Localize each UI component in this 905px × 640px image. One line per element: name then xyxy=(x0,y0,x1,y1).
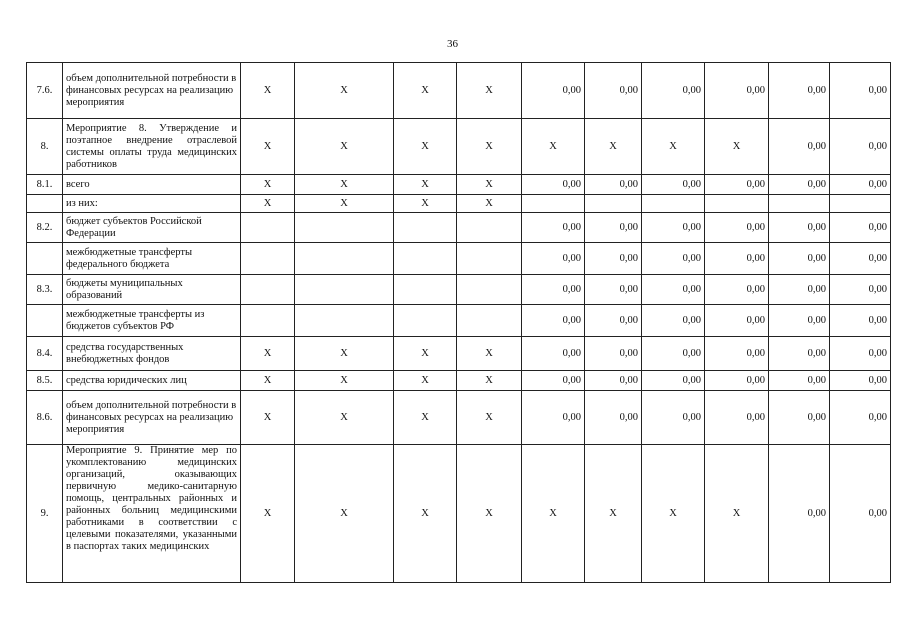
table-cell xyxy=(457,213,522,243)
table-cell: 0,00 xyxy=(585,243,642,275)
table-cell xyxy=(241,243,295,275)
table-cell: X xyxy=(642,445,705,583)
table-row xyxy=(27,305,891,337)
table-cell: 0,00 xyxy=(522,275,585,305)
table-cell: 0,00 xyxy=(830,213,891,243)
table-cell: 0,00 xyxy=(642,391,705,445)
table-cell: 0,00 xyxy=(585,371,642,391)
table-cell xyxy=(769,195,830,213)
page-number: 36 xyxy=(447,38,458,50)
table-cell: 0,00 xyxy=(522,213,585,243)
table-cell: 0,00 xyxy=(522,63,585,119)
table-cell: 0,00 xyxy=(642,175,705,195)
table-cell: 0,00 xyxy=(522,243,585,275)
table-cell: X xyxy=(394,63,457,119)
table-cell: 0,00 xyxy=(642,371,705,391)
table-cell: X xyxy=(394,391,457,445)
table-cell: X xyxy=(522,119,585,175)
table-cell: 0,00 xyxy=(705,243,769,275)
table-cell xyxy=(457,243,522,275)
table-cell: X xyxy=(295,371,394,391)
row-name: Мероприятие 9. Принятие мер по укомплектованию медицинских организаций, оказывающих первичную медико-санитарную помощь, центральных районных и районных больниц медицинскими работниками в соответствии с целевыми показателями, указанными в паспортах таких медицинских xyxy=(63,445,241,583)
table-cell: X xyxy=(705,445,769,583)
table-cell: 0,00 xyxy=(585,305,642,337)
table-cell xyxy=(705,195,769,213)
table-cell: 0,00 xyxy=(585,213,642,243)
table-cell: 0,00 xyxy=(769,175,830,195)
table-cell: 0,00 xyxy=(830,337,891,371)
table-cell: X xyxy=(457,119,522,175)
table-row xyxy=(27,213,891,243)
table-cell: X xyxy=(241,175,295,195)
row-number: 8.3. xyxy=(27,275,63,305)
table-cell: X xyxy=(241,445,295,583)
table-cell: X xyxy=(585,445,642,583)
table-cell: X xyxy=(457,175,522,195)
table-cell: 0,00 xyxy=(769,275,830,305)
table-row xyxy=(27,275,891,305)
table-cell: 0,00 xyxy=(705,337,769,371)
table-cell: 0,00 xyxy=(642,213,705,243)
table-cell: 0,00 xyxy=(705,391,769,445)
row-name: из них: xyxy=(63,195,241,213)
table-cell: 0,00 xyxy=(585,275,642,305)
table-cell: 0,00 xyxy=(585,337,642,371)
table-cell: X xyxy=(457,391,522,445)
table-cell: 0,00 xyxy=(522,305,585,337)
table-cell xyxy=(241,213,295,243)
row-name: средства юридических лиц xyxy=(63,371,241,391)
table-row xyxy=(27,195,891,213)
table-cell: X xyxy=(394,195,457,213)
table-cell: 0,00 xyxy=(705,213,769,243)
row-name: межбюджетные трансферты федерального бюджета xyxy=(63,243,241,275)
row-number xyxy=(27,305,63,337)
row-number: 8.1. xyxy=(27,175,63,195)
table-cell xyxy=(394,213,457,243)
table-cell: X xyxy=(642,119,705,175)
table-cell: 0,00 xyxy=(769,371,830,391)
table-row xyxy=(27,445,891,583)
table-cell: 0,00 xyxy=(522,371,585,391)
table-cell: 0,00 xyxy=(585,63,642,119)
table-cell: 0,00 xyxy=(830,243,891,275)
table-cell: 0,00 xyxy=(769,337,830,371)
table-cell: X xyxy=(241,195,295,213)
table-cell: 0,00 xyxy=(705,275,769,305)
row-number xyxy=(27,243,63,275)
table-cell: 0,00 xyxy=(705,305,769,337)
table-cell: X xyxy=(457,445,522,583)
table-cell xyxy=(585,195,642,213)
table-cell: 0,00 xyxy=(769,63,830,119)
table-cell: 0,00 xyxy=(830,391,891,445)
table-cell: X xyxy=(295,445,394,583)
table-cell: 0,00 xyxy=(585,175,642,195)
table-cell: X xyxy=(295,63,394,119)
table-cell xyxy=(457,275,522,305)
row-number: 9. xyxy=(27,445,63,583)
table-cell: 0,00 xyxy=(642,305,705,337)
row-number: 8. xyxy=(27,119,63,175)
table-cell: X xyxy=(241,63,295,119)
table-cell: 0,00 xyxy=(769,119,830,175)
table-cell: X xyxy=(295,195,394,213)
table-row xyxy=(27,119,891,175)
table-row xyxy=(27,175,891,195)
table-cell: X xyxy=(394,371,457,391)
table-cell: 0,00 xyxy=(705,175,769,195)
table-cell xyxy=(394,275,457,305)
table-cell xyxy=(457,305,522,337)
table-cell: 0,00 xyxy=(769,243,830,275)
table-row xyxy=(27,63,891,119)
table-cell: 0,00 xyxy=(522,391,585,445)
table-cell: X xyxy=(295,337,394,371)
table-cell: 0,00 xyxy=(830,275,891,305)
table-cell xyxy=(241,275,295,305)
table-cell: 0,00 xyxy=(769,305,830,337)
table-cell: X xyxy=(241,391,295,445)
table-cell: 0,00 xyxy=(830,445,891,583)
table-cell: 0,00 xyxy=(769,391,830,445)
row-name: бюджет субъектов Российской Федерации xyxy=(63,213,241,243)
table-cell: X xyxy=(295,391,394,445)
financing-table xyxy=(26,62,891,583)
table-cell xyxy=(295,243,394,275)
table-cell: X xyxy=(295,175,394,195)
table-cell: 0,00 xyxy=(522,175,585,195)
row-name: всего xyxy=(63,175,241,195)
row-name: объем дополнительной потребности в финансовых ресурсах на реализацию мероприятия xyxy=(63,63,241,119)
table-cell: X xyxy=(705,119,769,175)
row-name: средства государственных внебюджетных фондов xyxy=(63,337,241,371)
row-number: 8.5. xyxy=(27,371,63,391)
table-cell: 0,00 xyxy=(642,63,705,119)
table-cell: X xyxy=(241,119,295,175)
table-cell: X xyxy=(394,445,457,583)
table-cell xyxy=(295,213,394,243)
table-cell: X xyxy=(394,119,457,175)
table-cell xyxy=(522,195,585,213)
table-cell: 0,00 xyxy=(705,63,769,119)
table-cell: X xyxy=(394,175,457,195)
table-cell: X xyxy=(457,371,522,391)
table-cell: X xyxy=(394,337,457,371)
table-cell: X xyxy=(522,445,585,583)
table-cell xyxy=(295,275,394,305)
table-row xyxy=(27,243,891,275)
row-number: 7.6. xyxy=(27,63,63,119)
table-cell: X xyxy=(585,119,642,175)
table-cell: X xyxy=(457,337,522,371)
table-cell: 0,00 xyxy=(830,305,891,337)
table-cell xyxy=(295,305,394,337)
table-cell xyxy=(394,243,457,275)
table-cell: 0,00 xyxy=(830,63,891,119)
row-name: бюджеты муниципальных образований xyxy=(63,275,241,305)
table-cell: 0,00 xyxy=(522,337,585,371)
table-cell xyxy=(394,305,457,337)
row-number xyxy=(27,195,63,213)
table-row xyxy=(27,371,891,391)
table-cell: X xyxy=(295,119,394,175)
row-name: объем дополнительной потребности в финансовых ресурсах на реализацию мероприятия xyxy=(63,391,241,445)
table-cell: X xyxy=(457,195,522,213)
table-cell: 0,00 xyxy=(830,175,891,195)
table-cell: 0,00 xyxy=(769,213,830,243)
table-cell: 0,00 xyxy=(830,119,891,175)
table-cell: X xyxy=(241,371,295,391)
table-cell: 0,00 xyxy=(642,275,705,305)
row-name: Мероприятие 8. Утверждение и поэтапное внедрение отраслевой системы оплаты труда медицинских работников xyxy=(63,119,241,175)
table-row xyxy=(27,391,891,445)
table-row xyxy=(27,337,891,371)
table-cell xyxy=(642,195,705,213)
table-cell: 0,00 xyxy=(705,371,769,391)
table-cell xyxy=(241,305,295,337)
table-cell: X xyxy=(457,63,522,119)
table-cell: 0,00 xyxy=(642,337,705,371)
table-cell: 0,00 xyxy=(830,371,891,391)
table-cell xyxy=(830,195,891,213)
row-number: 8.2. xyxy=(27,213,63,243)
table-cell: 0,00 xyxy=(585,391,642,445)
table-cell: 0,00 xyxy=(769,445,830,583)
row-number: 8.4. xyxy=(27,337,63,371)
table-body xyxy=(27,63,891,583)
table-cell: 0,00 xyxy=(642,243,705,275)
table-cell: X xyxy=(241,337,295,371)
row-name: межбюджетные трансферты из бюджетов субъектов РФ xyxy=(63,305,241,337)
row-number: 8.6. xyxy=(27,391,63,445)
